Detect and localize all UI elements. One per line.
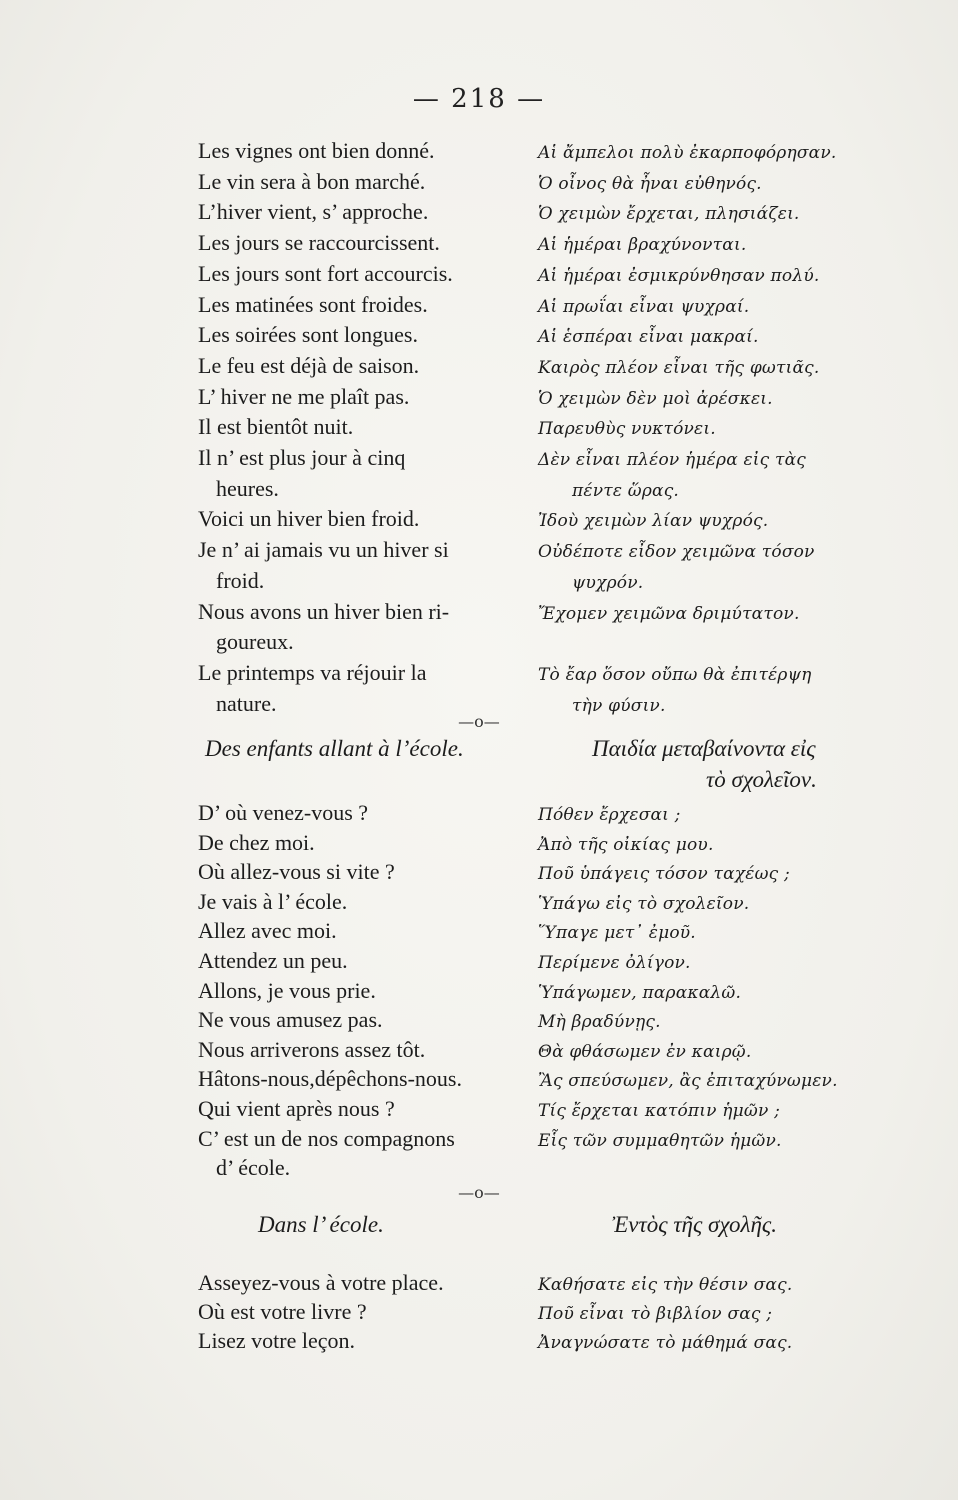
phrase-french: Hâtons-nous,dépêchons-nous. [198, 1066, 462, 1092]
section-separator: —o— [458, 712, 500, 731]
phrase-french: C’ est un de nos compagnons [198, 1125, 455, 1151]
phrase-greek: Περίμενε ὀλίγον. [538, 953, 691, 973]
section-heading-french: Des enfants allant à l’école. [205, 736, 464, 761]
phrase-french: Asseyez-vous à votre place. [198, 1270, 444, 1295]
phrase-greek: Θὰ φθάσωμεν ἐν καιρῷ. [538, 1041, 752, 1062]
phrase-french: De chez moi. [198, 829, 315, 855]
section-heading-french: Dans l’ école. [258, 1212, 384, 1237]
phrase-french: Voici un hiver bien froid. [198, 506, 420, 532]
phrase-greek: Ἀπὸ τῆς οἰκίας μου. [538, 834, 714, 855]
phrase-greek: Αἱ ἑσπέραι εἶναι μακραί. [538, 327, 759, 348]
phrase-greek: Αἱ ἄμπελοι πολὺ ἐκαρποφόρησαν. [538, 143, 837, 163]
phrase-greek: Παρευθὺς νυκτόνει. [538, 419, 716, 440]
phrase-greek: Ὁ οἶνος θὰ ἦναι εὐθηνός. [538, 173, 762, 194]
phrase-greek: Ἰδοὺ χειμὼν λίαν ψυχρός. [538, 511, 769, 532]
phrase-french: Qui vient après nous ? [198, 1096, 395, 1121]
phrase-french: Le feu est déjà de saison. [198, 352, 420, 378]
phrase-french: Il est bientôt nuit. [198, 414, 354, 440]
phrase-french: L’ hiver ne me plaît pas. [198, 383, 410, 409]
phrase-french: Nous avons un hiver bien ri- [198, 598, 450, 624]
phrase-greek: Ἂς σπεύσωμεν, ἂς ἐπιταχύνωμεν. [538, 1071, 838, 1092]
phrase-french: froid. [216, 567, 265, 593]
phrase-french: Je vais à l’ école. [198, 888, 348, 914]
phrase-greek: Καθήσατε εἰς τὴν θέσιν σας. [538, 1275, 793, 1295]
phrase-french: Les vignes ont bien donné. [198, 138, 435, 163]
phrase-french: Les jours sont fort accourcis. [198, 260, 453, 286]
phrase-french: Allez avec moi. [198, 918, 337, 944]
phrase-french: Allons, je vous prie. [198, 977, 376, 1003]
phrase-greek: Αἱ ἡμέραι βραχύνονται. [538, 235, 747, 256]
section-heading-greek-cont: τὸ σχολεῖον. [706, 767, 817, 792]
phrase-french: goureux. [216, 629, 294, 655]
phrase-french: Les jours se raccourcissent. [198, 230, 440, 256]
phrase-french: Les soirées sont longues. [198, 322, 418, 348]
phrase-french: Attendez un peu. [198, 948, 348, 973]
phrase-greek: Ὕπαγε μετ᾽ ἐμοῦ. [538, 923, 696, 944]
phrase-greek: Ὑπάγω εἰς τὸ σχολεῖον. [538, 893, 750, 914]
phrase-french: heures. [216, 475, 279, 501]
phrase-french: Ne vous amusez pas. [198, 1007, 383, 1033]
phrase-greek: Καιρὸς πλέον εἶναι τῆς φωτιᾶς. [538, 357, 820, 378]
phrase-greek: Τίς ἔρχεται κατόπιν ἡμῶν ; [538, 1101, 781, 1121]
phrase-french: Où est votre livre ? [198, 1299, 367, 1324]
phrase-greek: Πόθεν ἔρχεσαι ; [538, 805, 681, 825]
phrase-french: Nous arriverons assez tôt. [198, 1036, 426, 1062]
phrase-greek: Ἀναγνώσατε τὸ μάθημά σας. [538, 1333, 793, 1353]
phrase-french: Les matinées sont froides. [198, 291, 428, 317]
phrase-french: Lisez votre leçon. [198, 1328, 355, 1353]
section-separator: —o— [458, 1183, 500, 1202]
phrase-french: Il n’ est plus jour à cinq [198, 445, 406, 470]
phrase-greek: Αἱ πρωΐαι εἶναι ψυχραί. [538, 296, 750, 317]
phrase-greek: Εἷς τῶν συμμαθητῶν ἡμῶν. [538, 1130, 782, 1151]
phrase-greek: Οὐδέποτε εἶδον χειμῶνα τόσον [538, 542, 815, 563]
phrase-greek: Ποῦ ὑπάγεις τόσον ταχέως ; [538, 864, 790, 885]
phrase-greek: Αἱ ἡμέραι ἐσμικρύνθησαν πολύ. [538, 265, 820, 286]
phrase-french: Où allez-vous si vite ? [198, 859, 395, 885]
phrase-french: Le vin sera à bon marché. [198, 168, 426, 194]
phrase-greek: Ὁ χειμὼν δὲν μοὶ ἀρέσκει. [538, 388, 773, 409]
page-number: — 218 — [412, 84, 546, 114]
phrase-greek: ψυχρόν. [572, 572, 644, 593]
phrase-greek: πέντε ὥρας. [572, 480, 680, 501]
phrase-greek: Ὁ χειμὼν ἔρχεται, πλησιάζει. [538, 204, 800, 225]
phrase-french: d’ école. [216, 1155, 291, 1181]
phrase-french: Je n’ ai jamais vu un hiver si [198, 537, 449, 563]
phrase-french: nature. [216, 690, 277, 716]
phrase-greek: Δὲν εἶναι πλέον ἡμέρα εἰς τὰς [538, 450, 807, 470]
phrase-french: Le printemps va réjouir la [198, 659, 427, 685]
section-heading-greek: Ἐντὸς τῆς σχολῆς. [612, 1212, 777, 1237]
phrase-french: D’ où venez-vous ? [198, 800, 369, 825]
phrase-greek: Μὴ βραδύνῃς. [538, 1012, 661, 1033]
phrase-greek: Ποῦ εἶναι τὸ βιβλίον σας ; [538, 1304, 773, 1324]
phrase-greek: Τὸ ἔαρ ὅσον οὔπω θὰ ἐπιτέρψη [538, 664, 812, 685]
phrase-greek: τὴν φύσιν. [572, 695, 666, 716]
phrase-greek: Ἔχομεν χειμῶνα δριμύτατον. [538, 603, 800, 624]
phrase-greek: Ὑπάγωμεν, παρακαλῶ. [538, 982, 742, 1003]
section-heading-greek: Παιδία μεταβαίνοντα εἰς [592, 736, 816, 761]
phrase-french: L’hiver vient, s’ approche. [198, 199, 429, 225]
